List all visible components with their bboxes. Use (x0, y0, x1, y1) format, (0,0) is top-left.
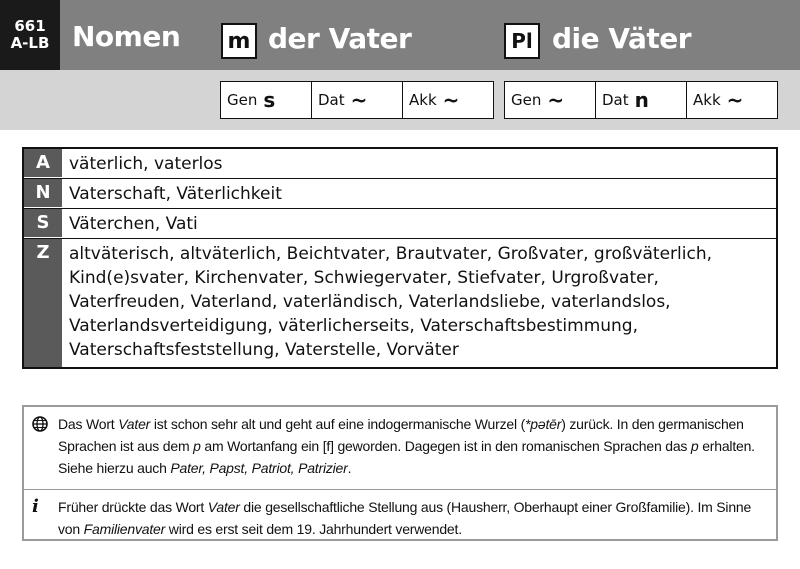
etymology-note (24, 407, 776, 489)
globe-icon (32, 413, 58, 483)
row-words: Väterchen, Vati (69, 214, 198, 234)
italic-word: *pətēr (525, 416, 562, 432)
gender-box: m (221, 23, 257, 59)
case-cell-dative (595, 81, 687, 119)
row-words: altväterisch, altväterlich, Beichtvater, Brautvater, Großvater, großväterlich, Kind(e)svater, Kirchenvater, Schwiegervater, Stiefvater, Urgroßvater, Vaterfreuden, Vaterland, vaterländisch, Vaterlandsliebe, vaterlandslos, Vaterlandsverteidigung, väterlicherseits, Vaterschaftsbestimmung, Vaterschaftsfeststellung, Vaterstelle, Vorväter (69, 244, 712, 360)
text: Früher drückte das Wort (58, 499, 208, 515)
case-label: Dat (318, 91, 345, 109)
info-icon: i (32, 496, 39, 517)
case-ending: ~ (442, 88, 460, 112)
text: wird es erst seit dem 19. Jahrhundert verwendet. (165, 521, 462, 537)
related-words-table (22, 147, 778, 369)
singular-cases (221, 81, 494, 119)
text: am Wortanfang ein [f] geworden. Dagegen ist in den romanischen Sprachen das (200, 438, 691, 454)
notes-box (22, 405, 778, 541)
entry-number: 661 (14, 17, 46, 35)
word-row-nouns (24, 179, 776, 209)
row-words: väterlich, vaterlos (69, 154, 223, 174)
word-class-title: Nomen (72, 20, 181, 53)
info-note (24, 489, 776, 539)
case-label: Akk (409, 91, 437, 109)
text: . (347, 460, 352, 476)
case-cell-dative (311, 81, 403, 119)
case-ending: ~ (350, 88, 368, 112)
italic-word: p (690, 438, 699, 454)
row-letter: S (24, 209, 62, 238)
italic-word: p (193, 438, 201, 454)
case-ending: n (634, 88, 649, 112)
plural-form: die Väter (552, 22, 692, 55)
word-row-compounds (24, 239, 776, 367)
header-bar (0, 0, 800, 70)
text: erhalten. Siehe hierzu auch (58, 438, 755, 476)
word-row-diminutives (24, 209, 776, 239)
text: ist schon sehr alt und geht auf eine indogermanische Wurzel ( (150, 416, 526, 432)
italic-word: Familienvater (83, 521, 166, 537)
singular-form: der Vater (268, 22, 412, 55)
case-cell-genitive (220, 81, 312, 119)
case-label: Akk (693, 91, 721, 109)
etymology-text (58, 413, 768, 483)
case-cell-accusative (402, 81, 494, 119)
italic-word: Vater (207, 499, 240, 515)
case-ending: s (263, 88, 276, 112)
plural-cases (505, 81, 778, 119)
word-row-adjectives (24, 149, 776, 179)
row-letter: N (24, 179, 62, 208)
case-label: Gen (511, 91, 542, 109)
case-cell-genitive (504, 81, 596, 119)
text: ) zurück. In den germanischen Sprachen ist aus dem (58, 416, 744, 454)
case-label: Gen (227, 91, 258, 109)
entry-number-badge (0, 0, 60, 70)
case-label: Dat (602, 91, 629, 109)
row-letter: Z (24, 239, 62, 367)
text: die gesellschaftliche Stellung aus (Hausherr, Oberhaupt einer Großfamilie). Im Sinne von (58, 499, 752, 537)
plural-box: Pl (504, 23, 540, 59)
case-ending: ~ (726, 88, 744, 112)
info-text (58, 496, 768, 537)
row-letter: A (24, 149, 62, 178)
italic-word: Pater, Papst, Patriot, Patrizier (170, 460, 348, 476)
case-ending: ~ (547, 88, 565, 112)
italic-word: Vater (118, 416, 151, 432)
text: Das Wort (58, 416, 119, 432)
entry-level: A-LB (10, 34, 50, 52)
row-words: Vaterschaft, Väterlichkeit (69, 184, 282, 204)
case-cell-accusative (686, 81, 778, 119)
